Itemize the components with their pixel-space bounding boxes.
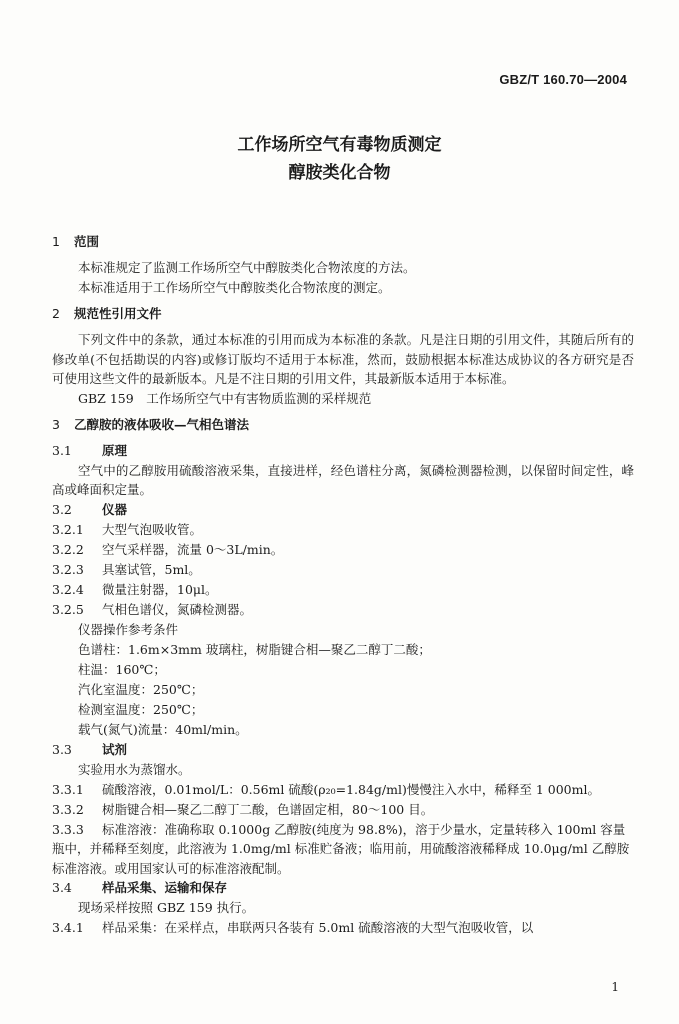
subsection-number: 3.4 [52, 880, 72, 895]
condition-item: 汽化室温度：250℃； [78, 681, 204, 697]
page-number: 1 [611, 980, 619, 994]
section-number: 3 [52, 416, 60, 432]
instrument-item [52, 540, 634, 560]
subsection-number: 3.1 [52, 442, 72, 458]
item-number: 3.4.1 [52, 920, 84, 935]
subsection-3-3-heading [52, 740, 634, 760]
item-text: 树脂键合相—聚乙二醇丁二酸，色谱固定相，80～100 目。 [102, 801, 434, 817]
section-1-heading [52, 232, 634, 252]
reference-item: GBZ 159 工作场所空气中有害物质监测的采样规范 [78, 390, 372, 406]
section-number: 2 [52, 306, 60, 321]
section-number: 1 [52, 234, 60, 249]
subsection-title: 仪器 [102, 501, 128, 517]
condition-item: 载气(氮气)流量：40ml/min。 [78, 721, 248, 737]
item-text: 硫酸溶液，0.01mol/L：0.56ml 硫酸(ρ₂₀=1.84g/ml)慢慢注入水中，稀释至 1 000ml。 [102, 781, 600, 797]
scope-paragraph-2: 本标准适用于工作场所空气中醇胺类化合物浓度的测定。 [78, 280, 391, 295]
item-text: 具塞试管，5ml。 [102, 561, 201, 577]
item-number: 3.2.5 [52, 601, 84, 617]
subsection-3-1-heading [52, 441, 634, 461]
section-title: 范围 [74, 234, 100, 249]
item-number: 3.3.1 [52, 781, 84, 797]
reagent-item [52, 800, 634, 820]
instrument-item [52, 580, 634, 600]
sampling-intro: 现场采样按照 GBZ 159 执行。 [78, 900, 255, 915]
item-text: 大型气泡吸收管。 [102, 521, 203, 537]
item-text: 气相色谱仪，氮磷检测器。 [102, 601, 253, 617]
section-title: 乙醇胺的液体吸收—气相色谱法 [74, 416, 250, 432]
subsection-3-4-heading [52, 878, 634, 898]
condition-item: 柱温：160℃； [78, 661, 166, 677]
subsection-title: 原理 [102, 442, 128, 458]
scope-paragraph-1: 本标准规定了监测工作场所空气中醇胺类化合物浓度的方法。 [78, 260, 416, 275]
instrument-item [52, 560, 634, 580]
instrument-item [52, 600, 634, 620]
reagent-item [52, 820, 634, 879]
subsection-3-2-heading [52, 500, 634, 520]
condition-item: 色谱柱：1.6m×3mm 玻璃柱，树脂键合相—聚乙二醇丁二酸； [78, 641, 431, 657]
operating-conditions-title: 仪器操作参考条件 [78, 621, 179, 637]
item-number: 3.3.2 [52, 801, 84, 817]
section-3-heading [52, 415, 634, 435]
instrument-item [52, 520, 634, 540]
title-line-2: 醇胺类化合物 [288, 163, 391, 183]
section-2-heading [52, 304, 634, 324]
item-number: 3.2.4 [52, 581, 84, 597]
reagent-intro: 实验用水为蒸馏水。 [78, 761, 191, 777]
title-line-1: 工作场所空气有毒物质测定 [237, 135, 442, 155]
document-body [52, 232, 634, 938]
principle-paragraph: 空气中的乙醇胺用硫酸溶液采集，直接进样，经色谱柱分离，氮磷检测器检测，以保留时间定性，峰高或峰面积定量。 [52, 462, 634, 497]
item-number: 3.2.3 [52, 561, 84, 577]
item-number: 3.3.3 [52, 821, 84, 837]
item-text: 空气采样器，流量 0～3L/min。 [102, 541, 284, 557]
subsection-number: 3.3 [52, 741, 72, 757]
item-number: 3.2.2 [52, 541, 84, 557]
subsection-title: 试剂 [102, 741, 128, 757]
item-text: 在采样点，串联两只各装有 5.0ml 硫酸溶液的大型气泡吸收管，以 [164, 920, 534, 935]
item-text: 微量注射器，10μl。 [102, 581, 218, 597]
item-label: 样品采集： [102, 920, 165, 935]
item-number: 3.2.1 [52, 521, 84, 537]
sampling-item [52, 918, 634, 938]
reagent-item [52, 780, 634, 800]
subsection-title: 样品采集、运输和保存 [102, 880, 228, 895]
subsection-number: 3.2 [52, 501, 72, 517]
standard-code: GBZ/T 160.70—2004 [499, 72, 627, 87]
section-title: 规范性引用文件 [74, 306, 162, 321]
item-text: 标准溶液：准确称取 0.1000g 乙醇胺(纯度为 98.8%)，溶于少量水，定量转移入 100ml 容量瓶中，并稀释至刻度，此溶液为 1.0mg/ml 标准贮备液；临用前，用硫酸溶液稀释成 10.0μg/ml 乙醇胺标准溶液。或用国家认可的标准溶液配制。 [52, 821, 630, 876]
condition-item: 检测室温度：250℃； [78, 701, 204, 717]
normative-references-paragraph: 下列文件中的条款，通过本标准的引用而成为本标准的条款。凡是注日期的引用文件，其随后所有的修改单(不包括勘误的内容)或修订版均不适用于本标准，然而，鼓励根据本标准达成协议的各方研究是否可使用这些文件的最新版本。凡是不注日期的引用文件，其最新版本适用于本标准。 [52, 332, 634, 386]
